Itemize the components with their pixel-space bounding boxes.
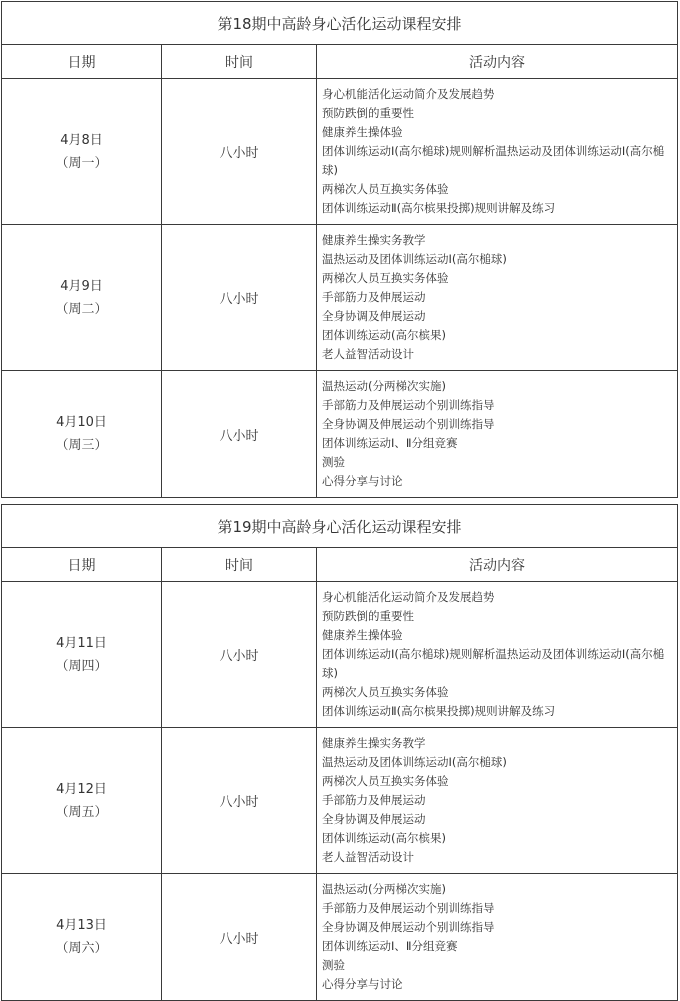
- activity-item: 两梯次人员互换实务体验: [322, 271, 449, 285]
- activity-item: 测验: [322, 455, 345, 469]
- activity-item: 团体训练运动Ⅰ、Ⅱ分组竞赛: [322, 436, 458, 450]
- column-header-time: 时间: [162, 45, 317, 79]
- column-header-content: 活动内容: [317, 45, 678, 79]
- activity-item: 温热运动(分两梯次实施): [322, 379, 446, 393]
- activity-item: 预防跌倒的重要性: [322, 609, 414, 623]
- date-cell: [2, 728, 162, 874]
- table-row: [2, 79, 678, 225]
- table-title: 第18期中高龄身心活化运动课程安排: [2, 2, 678, 45]
- activities-cell: [317, 874, 678, 1001]
- column-header-date: 日期: [2, 45, 162, 79]
- activity-item: 温热运动(分两梯次实施): [322, 882, 446, 896]
- activity-item: 温热运动及团体训练运动Ⅰ(高尔槌球): [322, 755, 507, 769]
- schedule-table-19: [1, 504, 678, 1001]
- date-cell: [2, 874, 162, 1001]
- activity-item: 身心机能活化运动简介及发展趋势: [322, 87, 495, 101]
- activity-item: 团体训练运动Ⅰ(高尔槌球)规则解析温热运动及团体训练运动Ⅰ(高尔槌球): [322, 144, 665, 177]
- activity-item: 两梯次人员互换实务体验: [322, 685, 449, 699]
- table-row: [2, 728, 678, 874]
- activity-item: 手部筋力及伸展运动个别训练指导: [322, 901, 495, 915]
- column-header-content: 活动内容: [317, 548, 678, 582]
- activity-item: 团体训练运动(高尔槟果): [322, 831, 446, 845]
- time-cell: 八小时: [162, 371, 317, 498]
- time-cell: 八小时: [162, 728, 317, 874]
- activity-item: 团体训练运动(高尔槟果): [322, 328, 446, 342]
- table-row: [2, 874, 678, 1001]
- activity-item: 全身协调及伸展运动个别训练指导: [322, 920, 495, 934]
- activity-item: 全身协调及伸展运动个别训练指导: [322, 417, 495, 431]
- table-title-row: [2, 505, 678, 548]
- table-row: [2, 225, 678, 371]
- time-cell: 八小时: [162, 874, 317, 1001]
- activities-cell: [317, 225, 678, 371]
- table-title: 第19期中高龄身心活化运动课程安排: [2, 505, 678, 548]
- activity-item: 团体训练运动Ⅰ(高尔槌球)规则解析温热运动及团体训练运动Ⅰ(高尔槌球): [322, 647, 665, 680]
- date-cell: [2, 371, 162, 498]
- table-row: [2, 582, 678, 728]
- activity-item: 团体训练运动Ⅰ、Ⅱ分组竞赛: [322, 939, 458, 953]
- activity-item: 健康养生操实务教学: [322, 736, 426, 750]
- activity-item: 健康养生操体验: [322, 628, 403, 642]
- weekday-text: （周五）: [55, 804, 108, 820]
- header-row: [2, 548, 678, 582]
- activities-cell: [317, 79, 678, 225]
- activity-item: 团体训练运动Ⅱ(高尔槟果投掷)规则讲解及练习: [322, 704, 556, 718]
- activity-item: 两梯次人员互换实务体验: [322, 774, 449, 788]
- date-text: 4月9日: [60, 278, 103, 294]
- activity-item: 测验: [322, 958, 345, 972]
- activity-item: 全身协调及伸展运动: [322, 812, 426, 826]
- time-cell: 八小时: [162, 582, 317, 728]
- weekday-text: （周三）: [55, 438, 108, 453]
- activity-item: 温热运动及团体训练运动Ⅰ(高尔槌球): [322, 252, 507, 266]
- weekday-text: （周一）: [55, 155, 108, 171]
- activity-item: 手部筋力及伸展运动: [322, 793, 426, 807]
- date-text: 4月12日: [56, 781, 107, 797]
- date-cell: [2, 79, 162, 225]
- activity-item: 心得分享与讨论: [322, 977, 403, 991]
- activity-item: 健康养生操实务教学: [322, 233, 426, 247]
- column-header-date: 日期: [2, 548, 162, 582]
- activity-item: 身心机能活化运动简介及发展趋势: [322, 590, 495, 604]
- table-row: [2, 371, 678, 498]
- activities-cell: [317, 371, 678, 498]
- activities-cell: [317, 728, 678, 874]
- activity-item: 预防跌倒的重要性: [322, 106, 414, 120]
- time-cell: 八小时: [162, 225, 317, 371]
- activity-item: 全身协调及伸展运动: [322, 309, 426, 323]
- date-cell: [2, 225, 162, 371]
- date-text: 4月13日: [56, 918, 107, 933]
- date-text: 4月10日: [56, 415, 107, 430]
- activity-item: 老人益智活动设计: [322, 850, 414, 864]
- weekday-text: （周四）: [55, 658, 108, 674]
- weekday-text: （周六）: [55, 941, 108, 956]
- date-text: 4月11日: [56, 635, 107, 651]
- activity-item: 手部筋力及伸展运动个别训练指导: [322, 398, 495, 412]
- schedule-table-18: [1, 1, 678, 498]
- time-cell: 八小时: [162, 79, 317, 225]
- activity-item: 两梯次人员互换实务体验: [322, 182, 449, 196]
- activity-item: 健康养生操体验: [322, 125, 403, 139]
- activity-item: 心得分享与讨论: [322, 474, 403, 488]
- weekday-text: （周二）: [55, 301, 108, 317]
- table-title-row: [2, 2, 678, 45]
- activities-cell: [317, 582, 678, 728]
- activity-item: 团体训练运动Ⅱ(高尔槟果投掷)规则讲解及练习: [322, 201, 556, 215]
- header-row: [2, 45, 678, 79]
- column-header-time: 时间: [162, 548, 317, 582]
- activity-item: 手部筋力及伸展运动: [322, 290, 426, 304]
- date-text: 4月8日: [60, 132, 103, 148]
- activity-item: 老人益智活动设计: [322, 347, 414, 361]
- date-cell: [2, 582, 162, 728]
